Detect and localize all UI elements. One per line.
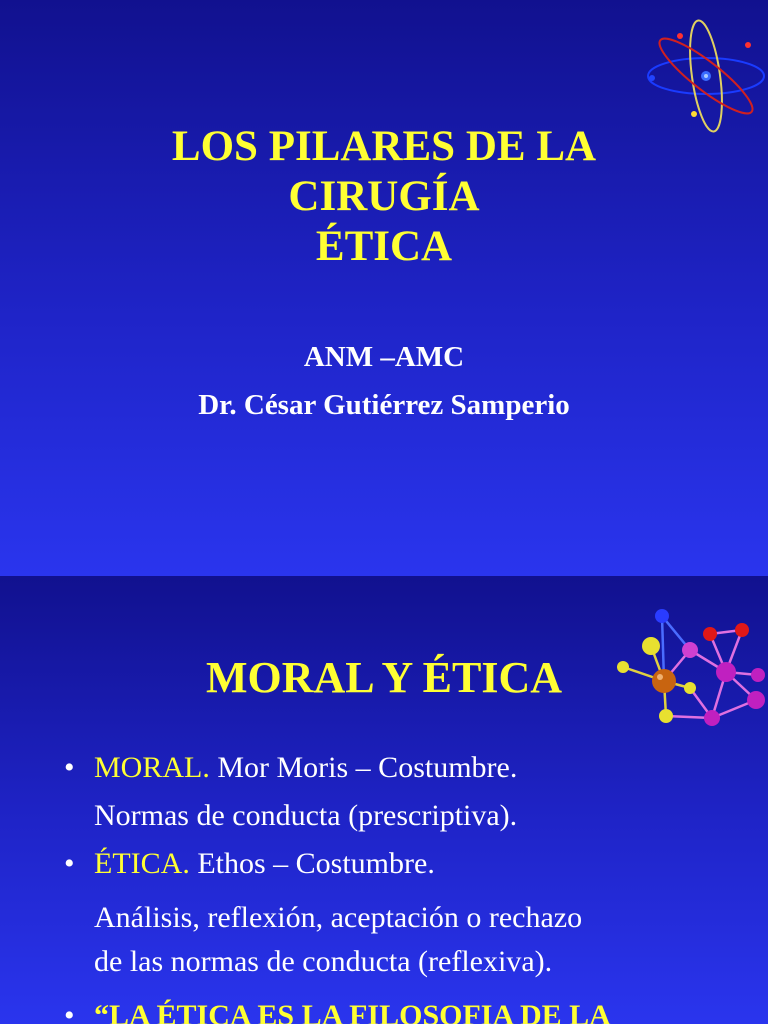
bullet-mark: • <box>64 751 75 784</box>
list-item <box>64 842 754 886</box>
content-slide <box>0 576 768 1024</box>
term-text: Ethos – Costumbre. <box>189 847 435 880</box>
list-detail: Normas de conducta (prescriptiva). <box>94 799 518 832</box>
term: ÉTICA. <box>94 847 190 880</box>
list-item <box>64 746 754 790</box>
list-item <box>64 994 754 1024</box>
atom-icon <box>640 18 768 136</box>
title-line: ÉTICA <box>315 223 453 270</box>
bullet-list <box>64 746 754 1024</box>
slide-subtitle <box>0 333 768 429</box>
title-line: CIRUGÍA <box>288 173 480 220</box>
slide-title: MORAL Y ÉTICA <box>205 653 563 702</box>
bullet-mark: • <box>64 847 75 880</box>
term-text: Mor Moris – Costumbre. <box>209 751 518 784</box>
list-detail: de las normas de conducta (reflexiva). <box>94 945 553 978</box>
title-line: LOS PILARES DE LA <box>171 123 597 170</box>
subtitle-line: ANM –AMC <box>303 341 465 373</box>
bullet-mark: • <box>64 999 75 1024</box>
list-detail: Análisis, reflexión, aceptación o rechazo <box>94 901 583 934</box>
quote-text: “LA ÉTICA ES LA FILOSOFIA DE LA <box>94 999 611 1024</box>
slide-title <box>0 122 768 272</box>
term: MORAL. <box>94 751 210 784</box>
subtitle-line: Dr. César Gutiérrez Samperio <box>198 389 570 421</box>
